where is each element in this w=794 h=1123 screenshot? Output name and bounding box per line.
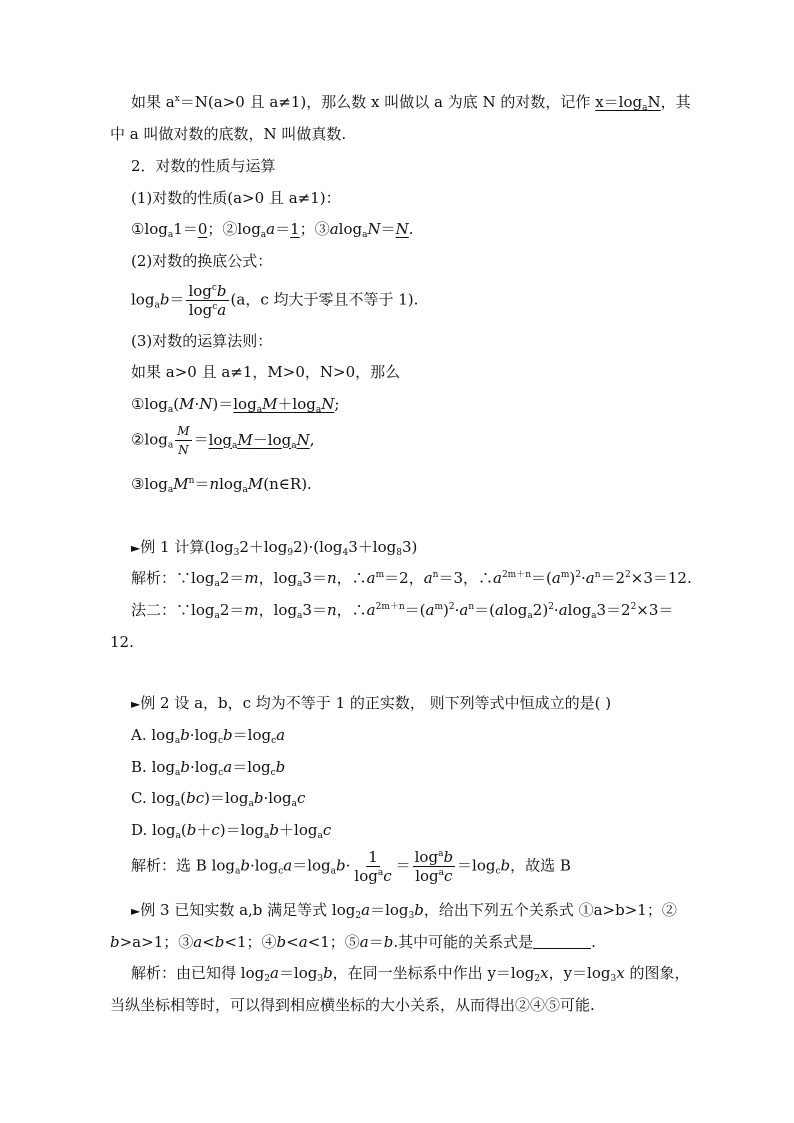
log-notation: $x=\log_aN$	[595, 93, 661, 113]
example-2-solution: 解析：选 B $\log_ab\cdot\log_ca=\log_ab\cdot$ $\frac{1}{\log^ac}$ ＝ $\frac{\log^ab}{\log^ac}$ $=\log_cb$，故选 B	[131, 848, 571, 885]
example-3-solution: 解析：由已知得 $\log_2a=\log_3b$，在同一坐标系中作出 $y=\log_2x$，$y=\log_3x$ 的图象，	[131, 964, 690, 984]
change-of-base-formula: $\log_ab=$ $\frac{\log^cb}{\log^ca}$ (a，c 均大于零且不等于 1).	[131, 282, 419, 319]
properties-line: $①\log_a1=0$；$②\log_aa=1$；③alog$_a$N＝N.	[131, 220, 414, 240]
example-1-title: ►例 1 计算$(\log_32+\log_92)\cdot(\log_43+\log_83)$	[131, 538, 418, 558]
change-of-base-heading: (2)对数的换底公式：	[131, 252, 273, 270]
option-c: C. $\log_a(bc)=\log_ab\cdot\log_ac$	[131, 789, 306, 809]
example-2-title: ►例 2 设 a，b，c 均为不等于 1 的正实数， 则下列等式中恒成立的是( )	[131, 694, 612, 712]
rule-2: $②\log_a$ $\frac{M}{N}$ $=\log_aM-\log_aN$,	[131, 424, 315, 457]
example-3-solution-line-2: 当纵坐标相等时，可以得到相应横坐标的大小关系，从而得出②④⑤可能.	[110, 996, 595, 1014]
answer-blank[interactable]	[533, 934, 591, 949]
definition-line-2: 中 a 叫做对数的底数，N 叫做真数.	[110, 125, 347, 143]
triangle-marker-icon: ►	[131, 697, 141, 711]
section-heading: 2．对数的性质与运算	[131, 157, 276, 175]
option-b: B. $\log_ab\cdot\log_ca=\log_cb$	[131, 758, 286, 778]
example-1-solution: 解析：$\because\log_a2=m$，$\log_a3=n$，$\therefore a^m=2$，$a^n=3$，$\therefore a^{2m+n}=(a^m)^2\cdot a^n=2^2\times 3=12$.	[131, 569, 692, 589]
option-d: D. $\log_a(b+c)=\log_ab+\log_ac$	[131, 821, 332, 841]
example-3-title: ►例 3 已知实数 a,b 满足等式 $\log_2a=\log_3b$，给出下列五个关系式 ①a>b>1；②	[131, 901, 677, 921]
example-1-alt-solution: 法二：$\because\log_a2=m$，$\log_a3=n$，$\therefore a^{2m+n}=(a^m)^2\cdot a^n=(alog_a2)^2\cdot alog_a3=2^2\times 3=$	[131, 601, 674, 621]
definition-line-1: 如果 $a^x=N(a>0$ 且 a≠1)，那么数 x 叫做以 a 为底 N 的对数，记作 $x=\log_aN$，其	[131, 93, 691, 113]
option-a: A. $\log_ab\cdot\log_cb=\log_ca$	[131, 726, 286, 746]
properties-heading: (1)对数的性质(a>0 且 a≠1)：	[131, 189, 341, 207]
example-1-result: 12.	[110, 633, 134, 651]
rules-heading: (3)对数的运算法则：	[131, 332, 273, 350]
rules-condition: 如果 a>0 且 a≠1，M>0，N>0，那么	[131, 363, 401, 381]
example-3-line-2: b>a>1；③a<b<1；④b<a<1；⑤a＝b.其中可能的关系式是 .	[110, 933, 596, 951]
rule-3: $③\log_aM^n=nlog_aM(n\in R)$.	[131, 475, 312, 495]
triangle-marker-icon: ►	[131, 541, 141, 555]
triangle-marker-icon: ►	[131, 904, 141, 918]
rule-1: $①\log_a(M\cdot N)=\log_aM+\log_aN$;	[131, 395, 340, 415]
